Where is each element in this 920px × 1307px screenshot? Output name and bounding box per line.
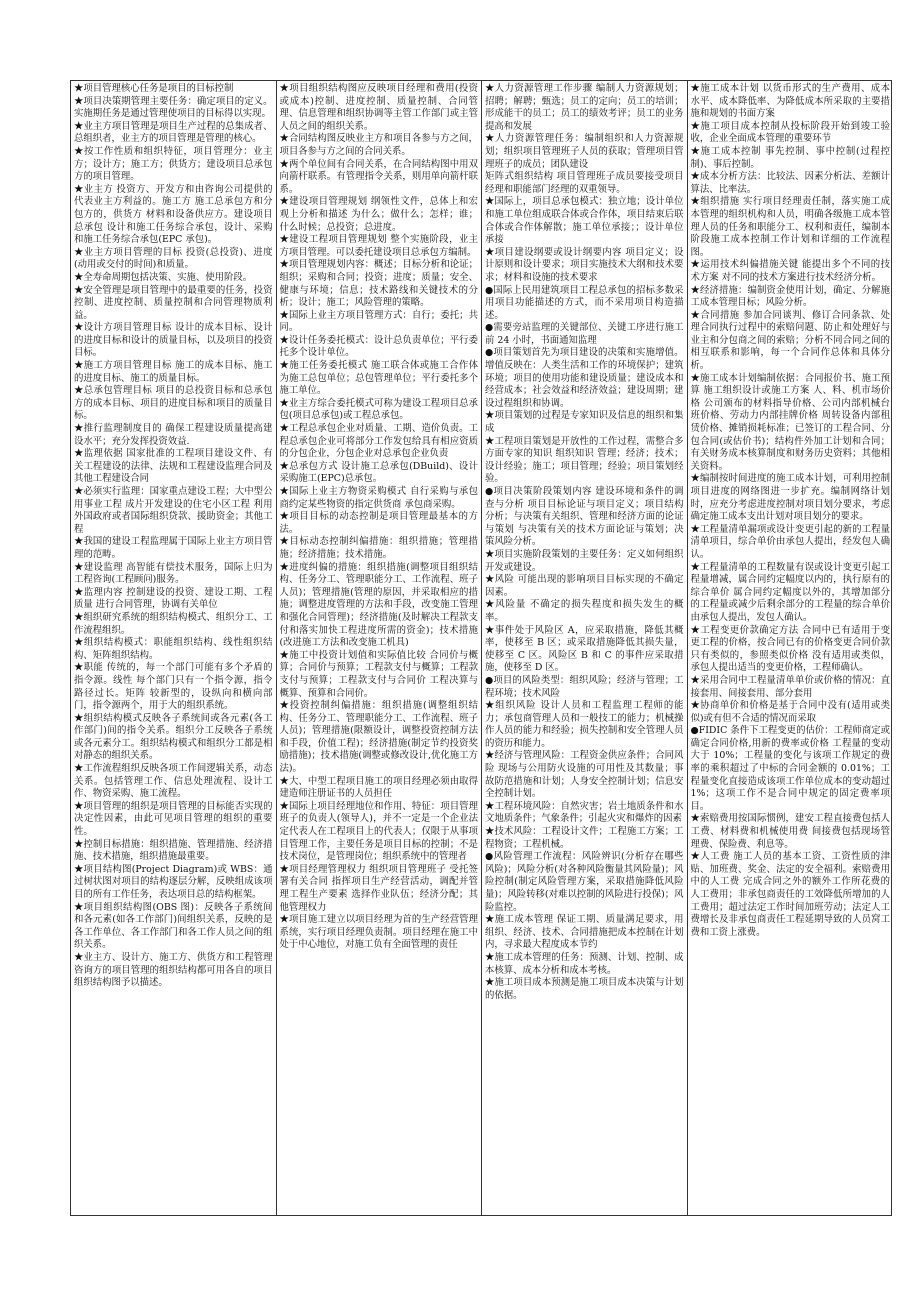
note-paragraph: ★经济措施：编制资金使用计划，确定、分解施工成本管理目标；风险分析。 <box>690 284 890 309</box>
note-paragraph: ★人力资源管理工作步骤 编制人力资源规划；招聘；解聘；甄选；员工的定向；员工的培训；形成能干的员工；员工的绩效考评；员工的业务提高和发展 <box>485 83 684 132</box>
note-paragraph: ★协商单价和价格是基于合同中没有(适用或类似)或有但不合适的情况而采取 <box>690 700 890 724</box>
note-paragraph: ★业主方综合委托模式可称为建设工程项目总承包(项目总承包)或工程总承包。 <box>279 397 478 422</box>
note-paragraph: ●项目决策阶段策划内容 建设环境和条件的调查与分析 项目目标论证与项目定义；项目结构分析；与决策有关组织、管理和经济方面的论证与策划 与决策有关的技术方面论证与策划；决策风险分析。 <box>485 486 684 548</box>
note-paragraph: ★工程量清单漏项或设计变更引起的新的工程量清单项目，综合单价由承包人提出，经发包人确认。 <box>690 523 890 560</box>
note-paragraph: ★工程总承包企业对质量、工期、造价负责。工程总承包企业可将部分工作发包给具有相应资质的分包企业，分包企业对总承包企业负责 <box>279 423 478 460</box>
note-paragraph: ★组织措施 实行项目经理责任制，落实施工成本管理的组织机构和人员，明确各级施工成本管理人员的任务和职能分工、权利和责任，编制本阶段施工成本控制工作计划和详细的工作流程图。 <box>690 196 890 258</box>
column-4 <box>688 81 894 1215</box>
note-paragraph: ●需要旁站监理的关键部位、关键工序进行施工前 24 小时，书面通知监理 <box>485 322 684 346</box>
note-paragraph: ★必须实行监理：国家重点建设工程；大中型公用事业工程 成片开发建设的住宅小区工程 利用外国政府或者国际组织贷款、援助资金；其他工程 <box>74 486 273 535</box>
note-paragraph: ★项目组织结构图(OBS 图)：反映各子系统间和各元素(如各工作部门)间组织关系，反映的是各工作单位、各工作部门和各工作人员之间的组织关系。 <box>74 901 273 951</box>
note-paragraph: ★项目管理核心任务是项目的目标控制 <box>74 83 234 94</box>
note-paragraph: ★人工费 施工人员的基本工资、工资性质的津贴、加班费、奖金、法定的安全福利。索赔费用中的人工费 完成合同之外的额外工作所花费的人工费用；非承包商责任的工效降低所增加的人工费用；超过法定工作时间加班劳动；法定人工费增长及非承包商责任工程延期导致的人员窝工费和工资上涨费。 <box>690 851 890 938</box>
note-paragraph: ★组织研究系统的组织结构模式、组织分工、工作流程组织。 <box>74 611 273 636</box>
column-1 <box>71 81 277 1215</box>
note-paragraph: ★控制目标措施：组织措施、管理措施、经济措施、技术措施，组织措施最重要。 <box>74 838 273 863</box>
note-paragraph: ★设计方项目管理目标 设计的成本目标、设计的进度目标和设计的质量目标，以及项目的投资目标。 <box>74 322 273 359</box>
note-paragraph: ★项目施工建立以项目经理为首的生产经营管理系统，实行项目经理负责制。项目经理在施工中处于中心地位，对施工负有全面管理的责任 <box>279 914 478 951</box>
note-paragraph: ★按工作性质和组织特征，项目管理分：业主方；设计方；施工方；供货方；建设项目总承包方的项目管理。 <box>74 145 273 183</box>
note-paragraph: ★索赔费用按国际惯例，建安工程直接费包括人工费、材料费和机械使用费 间接费包括现场管理费、保险费、利息等。 <box>690 813 890 850</box>
note-paragraph: ★风险量 不确定的损失程度和损失发生的概率。 <box>485 599 684 623</box>
note-paragraph: ★项目建设纲要或设计纲要内容 项目定义；设计原则和设计要求；项目实施技术大纲和技术要求；材料和设施的技术要求 <box>485 246 684 283</box>
note-paragraph: ★风险 可能出现的影响项目目标实现的不确定因素。 <box>485 574 684 598</box>
note-paragraph: ★职能 传统的，每一个部门可能有多个矛盾的指令源。线性 每个部门只有一个指令源，指令路径过长。矩阵 较新型的，设纵向和横向部门，指令源两个，用于大的组织系统。 <box>74 662 273 712</box>
note-paragraph: ●FIDIC 条件下工程变更的估价：工程师商定或确定合同价格,用新的费率或价格 工程量的变动大于 10%；工程量的变化与该项工作规定的费率的乘积超过了中标的合同金额的 0.01%；工程量变化直接造成该项工作单位成本的变动超过 1%；这项工作不是合同中规定的固定费率项目。 <box>690 725 890 812</box>
note-paragraph: 矩阵式组织结构 项目管理班子成员要接受项目经理和职能部门经理的双重领导。 <box>485 171 684 195</box>
note-paragraph: ★业主方项目管理的目标 投资(总投资)、进度(动用或交付的时间)和质量。 <box>74 246 273 271</box>
note-paragraph: ★建设项目管理规划 纲领性文件，总体上和宏观上分析和描述 为什么；做什么；怎样；谁；什么时候；总投资；总进度。 <box>279 196 478 233</box>
note-paragraph: ★工程量清单的工程数量有误或设计变更引起工程量增减，属合同约定幅度以内的，执行原有的综合单价 属合同约定幅度以外的，其增加部分的工程量或减少后剩余部分的工程量的综合单价由承包人提出，发包人确认。 <box>690 561 890 623</box>
note-paragraph: ★业主方、设计方、施工方、供货方和工程管理咨询方的项目管理的组织结构都可用各自的项目组织结构图予以描述。 <box>74 951 273 989</box>
note-paragraph: ★编制按时间进度的施工成本计划，可利用控制项目进度的网络图进一步扩充。编制网络计划时，应充分考虑进度控制对项目划分要求，考虑确定施工成本支出计划对项目划分的要求。 <box>690 473 890 523</box>
note-paragraph: ★施工成本控制 事先控制、事中控制(过程控制)、事后控制。 <box>690 145 890 170</box>
note-paragraph: ★工程变更价款确定方法 合同中已有适用于变更工程的价格，按合同已有的价格变更合同价款 只有类似的，参照类似价格 没有适用或类似，承包人提出适当的变更价格，工程师确认。 <box>690 624 890 674</box>
note-paragraph: ★合同措施 参加合同谈判、修订合同条款、处理合同执行过程中的索赔问题、防止和处理好与业主和分包商之间的索赔；分析不同合同之间的相互联系和影响，每一个合同作总体和具体分析。 <box>690 309 890 372</box>
note-paragraph: ★全寿命周期包括决策、实施、使用阶段。 <box>74 271 253 283</box>
note-paragraph: ★项目实施阶段策划的主要任务：定义如何组织开发或建设。 <box>485 548 684 573</box>
note-paragraph: ★施工成本计划 以货币形式的生产费用、成本水平、成本降低率、为降低成本所采取的主要措施和规划的书面方案 <box>690 83 890 120</box>
column-2 <box>277 81 483 1215</box>
note-paragraph: ★监理依据 国家批准的工程项目建设文件、有关工程建设的法律、法规和工程建设监理合同及其他工程建设合同 <box>74 448 273 485</box>
note-paragraph: ★业主方 投资方、开发方和由咨询公司提供的代表业主方利益的。施工方 施工总承包方和分包方的，供货方 材料和设备供应方。建设项目总承包 设计和施工任务综合承包，设计、采购和施工任务综合承包(EPC 承包)。 <box>74 183 273 246</box>
note-paragraph: ★组织结构模式：职能组织结构、线性组织结构、矩阵组织结构。 <box>74 637 273 661</box>
note-paragraph: ★施工成本计划编制依据：合同报价书、施工预算 施工组织设计或施工方案 人、料、机市场价格 公司颁布的材料指导价格、公司内部机械台班价格、劳动力内部挂牌价格 周转设备内部租赁价格、摊销损耗标准；已签订的工程合同、分包合同(或估价书)；结构件外加工计划和合同；有关财务成本核算制度和财务历史资料；其他相关资料。 <box>690 372 890 472</box>
note-paragraph: ●项目的风险类型：组织风险；经济与管理；工程环境；技术风险 <box>485 674 684 699</box>
note-paragraph: ★国际上业主方物资采购模式 自行采购与承包商约定某些物资的指定供货商 承包商采购。 <box>279 486 478 510</box>
note-paragraph: ★工作流程组织反映各项工作间逻辑关系，动态关系。包括管理工作、信息处理流程、设计工作、物资采购、施工流程。 <box>74 763 273 800</box>
note-paragraph: ★施工项目成本预测是施工项目成本决策与计划的依据。 <box>485 977 684 1001</box>
note-paragraph: ★项目经理管理权力 组织项目管理班子 受托签署有关合同 指挥项目生产经营活动，调配并管理工程生产要素 选择作业队伍；经济分配；其他管理权力 <box>279 863 478 913</box>
note-paragraph: ★投资控制纠偏措施：组织措施(调整组织结构、任务分工、管理职能分工、工作流程、班子人员)；管理措施(限额设计，调整投资控制方法和手段，价值工程)；经济措施(制定节约投资奖励措施)；技术措施(调整或修改设计,优化施工方法)。 <box>279 700 478 775</box>
column-3 <box>482 81 688 1215</box>
note-paragraph: ★监理内容 控制建设的投资、建设工期、工程质量 进行合同管理，协调有关单位 <box>74 586 273 611</box>
note-paragraph: ★施工成本管理的任务：预测、计划、控制、成本核算、成本分析和成本考核。 <box>485 951 684 976</box>
note-paragraph: ★总承包方式 设计施工总承包(DBuild)、设计采购施工(EPC)总承包。 <box>279 460 478 485</box>
note-paragraph: ★施工任务委托模式 施工联合体或施工合作体为施工总包单位；总包管理单位；平行委托多个施工单位。 <box>279 360 478 397</box>
note-paragraph: ★业主方项目管理是项目生产过程的总集成者、总组织者，业主方的项目管理是管理的核心。 <box>74 120 273 145</box>
note-paragraph: ★目标动态控制纠偏措施：组织措施；管理措施；经济措施；技术措施。 <box>279 536 478 560</box>
note-paragraph: ★合同结构图反映业主方和项目各参与方之间，项目各参与方之间的合同关系。 <box>279 133 478 157</box>
note-paragraph: ★运用技术纠偏措施关键 能提出多个不同的技术方案 对不同的技术方案进行技术经济分析。 <box>690 259 890 283</box>
note-paragraph: ★人力资源管理任务：编制组织和人力资源规划；组织项目管理班子人员的获取；管理项目管理班子的成员；团队建设 <box>485 133 684 170</box>
note-paragraph: ★项目结构图(Project Diagram)或 WBS：通过树状图对项目的结构逐层分解，反映组成该项目的所有工作任务，表达项目总的结构框架。 <box>74 863 273 900</box>
note-paragraph: ●国际上民用建筑项目工程总承包的招标多数采用项目功能描述的方式，而不采用项目构造描述。 <box>485 284 684 321</box>
note-paragraph: ★进度纠偏的措施：组织措施(调整项目组织结构、任务分工、管理职能分工、工作流程、班子人员)；管理措施(管理的原因，并采取相应的措施；调整进度管理的方法和手段，改变施工管理和强化合同管理)；经济措施(及时解决工程款支付和落实加快工程进度所需的资金)；技术措施(改进施工方法和改变施工机具) <box>279 561 478 649</box>
note-paragraph: ★国际上业主方项目管理方式：自行；委托；共同。 <box>279 309 478 334</box>
note-paragraph: ★项目管理规划内容：概述；目标分析和论证；组织；采购和合同；投资；进度；质量；安全、健康与环境；信息；技术路线和关键技术的分析；设计；施工；风险管理的策略。 <box>279 259 478 309</box>
four-column-table <box>70 80 892 1216</box>
note-paragraph: ★国际上，项目总承包模式：独立地；设计单位和施工单位组成联合体或合作体，项目结束后联合体或合作体解散；施工单位承接；；设计单位承接 <box>485 196 684 246</box>
note-paragraph: ★施工成本管理 保证工期、质量满足要求，用组织、经济、技术、合同措施把成本控制在计划内，寻求最大程度成本节约 <box>485 914 684 951</box>
note-paragraph: ★工程项目策划是开放性的工作过程，需整合多方面专家的知识 组织知识 管理；经济；技术；设计经验；施工；项目管理；经验；项目策划经验。 <box>485 435 684 485</box>
note-paragraph: ●风险管理工作流程：风险辨识(分析存在哪些风险)；风险分析(对各种风险衡量其风险量)；风险控制(制定风险管理方案，采取措施降低风险量)；风险转移(对难以控制的风险进行投保)；风险监控。 <box>485 851 684 913</box>
note-paragraph: ★项目策划的过程是专家知识及信息的组织和集成 <box>485 410 684 435</box>
note-paragraph: ★成本分析方法：比较法、因素分析法、差额计算法、比率法。 <box>690 171 890 195</box>
note-paragraph: ★我国的建设工程监理属于国际上业主方项目管理的范畴。 <box>74 536 273 560</box>
note-paragraph: ★项目组织结构图应反映项目经理和费用(投资或成本)控制、进度控制、质量控制、合同管理、信息管理和组织协调等主管工作部门或主管人员之间的组织关系。 <box>279 83 478 132</box>
note-paragraph: ★施工方项目管理目标 施工的成本目标、施工的进度目标、施工的质量目标。 <box>74 360 273 384</box>
note-paragraph: ★总承包管理目标 项目的总投资目标和总承包方的成本目标、项目的进度目标和项目的质量目标。 <box>74 385 273 422</box>
note-paragraph: ★事件处于风险区 A，应采取措施，降低其概率，使移至 B 区；或采取措施降低其损失量，使移至 C 区。风险区 B 和 C 的事件应采取措施，使移至 D 区。 <box>485 624 684 674</box>
note-paragraph: ★建设工程项目管理规划 整个实施阶段，业主方项目管理。可以委托建设项目总承包方编制。 <box>279 234 478 258</box>
note-paragraph: ★项目目标的动态控制是项目管理最基本的方法。 <box>279 511 478 535</box>
note-paragraph: ★项目管理的组织是项目管理的目标能否实现的决定性因素，由此可见项目管理的组织的重要性。 <box>74 800 273 838</box>
note-paragraph: ★项目决策期管理主要任务：确定项目的定义。实施期任务是通过管理使项目的目标得以实现。 <box>74 95 273 120</box>
note-paragraph: ★国际上项目经理地位和作用、特征：项目管理班子的负责人(领导人)，并不一定是一个企业法定代表人在工程项目上的代表人；仅限于从事项目管理工作，主要任务是项目目标的控制；不是技术岗位，是管理岗位；组织系统中的管理者 <box>279 800 478 863</box>
note-paragraph: ★经济与管理风险：工程资金供应条件；合同风险 现场与公用防火设施的可用性及其数量；事故防范措施和计划；人身安全控制计划；信息安全控制计划。 <box>485 750 684 800</box>
note-paragraph: ★建设监理 高智能有偿技术服务，国际上归为工程咨询(工程顾问)服务。 <box>74 561 273 586</box>
note-paragraph: ★设计任务委托模式：设计总负责单位；平行委托多个设计单位。 <box>279 334 478 359</box>
note-paragraph: ★组织风险 设计人员和工程监理工程师的能力；承包商管理人员和一般技工的能力；机械操作人员的能力和经验；损失控制和安全管理人员的资历和能力。 <box>485 700 684 749</box>
note-paragraph: ★两个单位间有合同关系，在合同结构图中用双向箭杆联系。有管理指令关系，则用单向箭杆联系。 <box>279 158 478 195</box>
note-paragraph: ★工程环境风险：自然灾害；岩土地质条件和水文地质条件；气象条件；引起火灾和爆炸的因素 <box>485 800 684 825</box>
note-paragraph: ★组织结构模式反映各子系统间或各元素(各工作部门)间的指令关系。组织分工反映各子系统或各元素分工。组织结构模式和组织分工都是相对静态的组织关系。 <box>74 712 273 762</box>
note-paragraph: ★采用合同中工程量清单单价或价格的情况：直接套用、间接套用、部分套用 <box>690 674 890 699</box>
note-paragraph: ★大、中型工程项目施工的项目经理必须由取得建造师注册证书的人员担任 <box>279 775 478 800</box>
note-paragraph: ★施工项目成本控制从投标阶段开始到竣工验收，企业全面成本管理的重要环节 <box>690 120 890 145</box>
note-paragraph: ★推行监理制度目的 确保工程建设质量提高建设水平；充分发挥投资效益. <box>74 423 273 447</box>
note-paragraph: ●项目策划首先为项目建设的决策和实施增值。增值反映在：人类生活和工作的环境保护；建筑环境；项目的使用功能和建设质量；建设成本和经营成本；社会效益和经济效益；建设周期；建设过程组织和协调。 <box>485 347 684 409</box>
note-paragraph: ★技术风险：工程设计文件；工程施工方案；工程物资；工程机械。 <box>485 826 684 850</box>
note-paragraph: ★施工中投资计划值和实际值比较 合同价与概算；合同价与预算；工程款支付与概算；工程款支付与预算；工程款支付与合同价 工程决算与概算、预算和合同价。 <box>279 649 478 699</box>
note-paragraph: ★安全管理是项目管理中的最重要的任务，投资控制、进度控制、质量控制和合同管理物质利益。 <box>74 284 273 321</box>
